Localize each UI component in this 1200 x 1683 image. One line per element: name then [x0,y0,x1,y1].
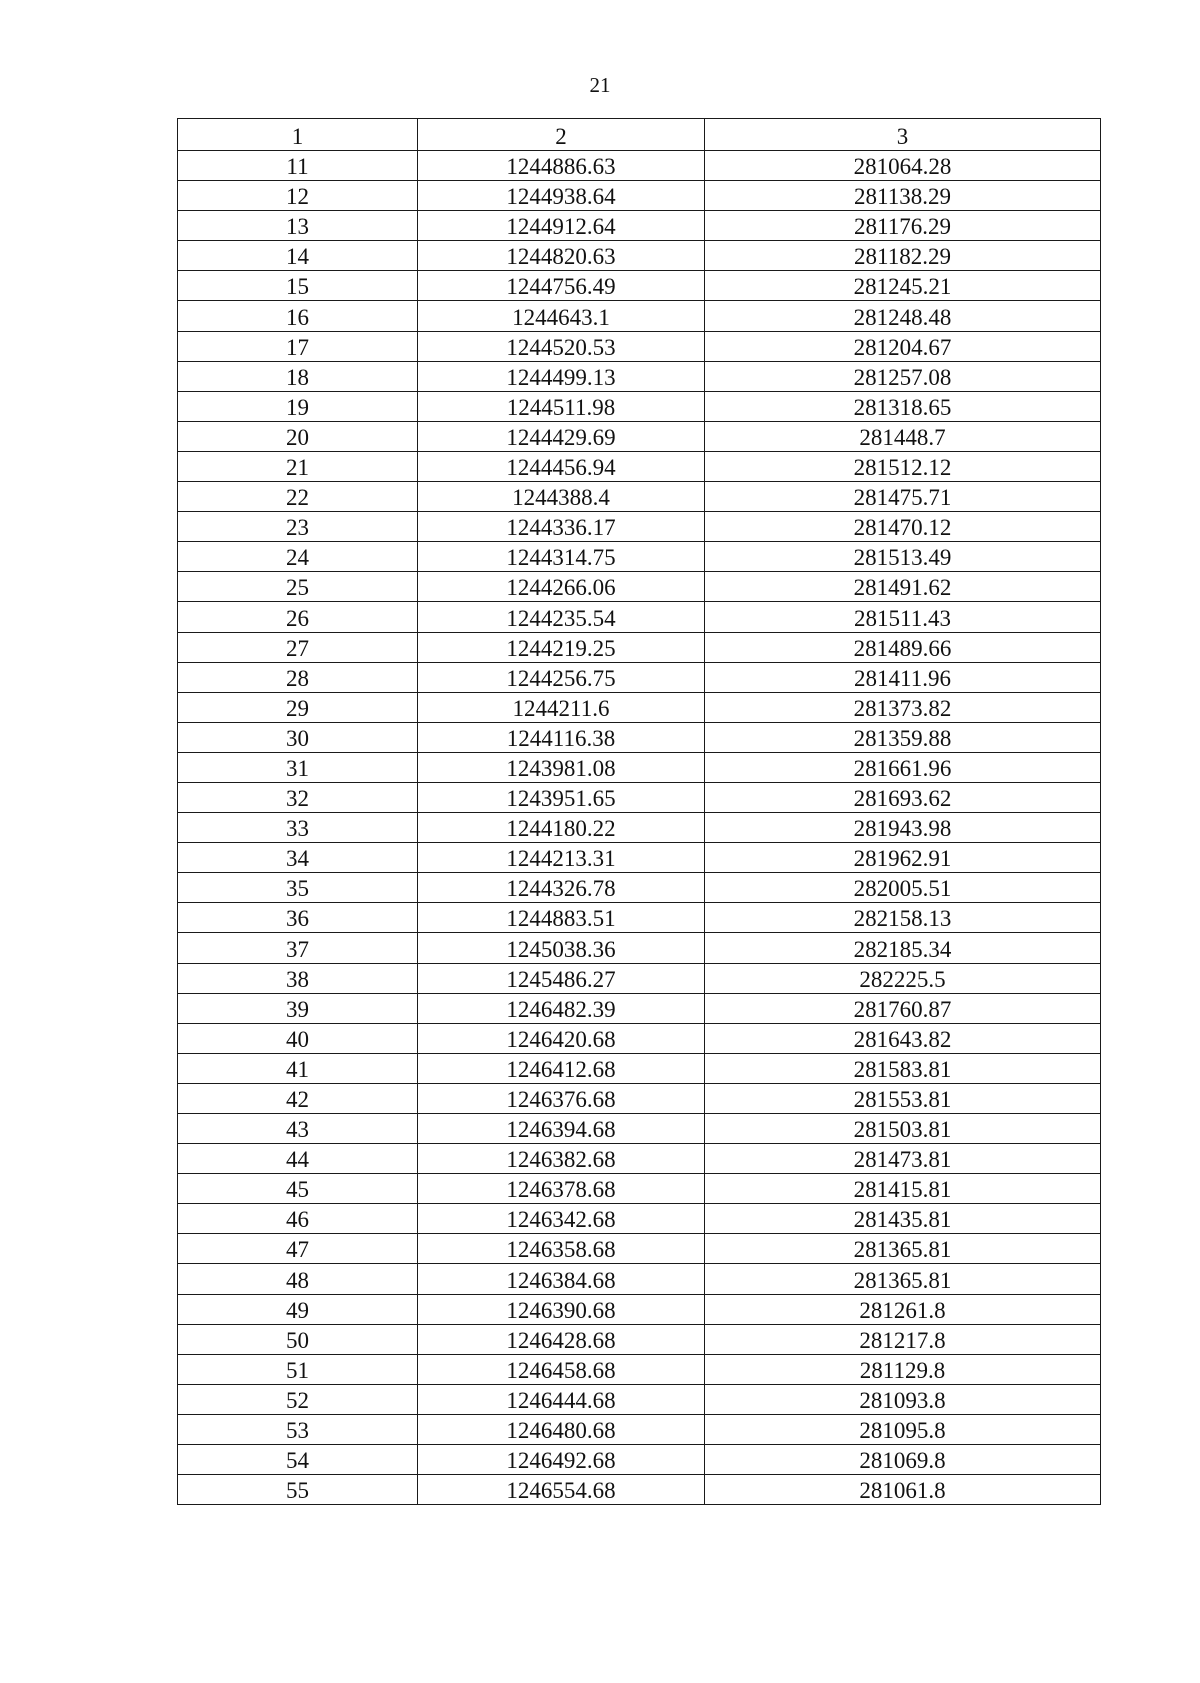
point-number-cell: 25 [178,572,418,602]
y-coordinate-cell: 281760.87 [705,993,1101,1023]
point-number-cell: 44 [178,1144,418,1174]
table-row [178,1264,1101,1294]
x-coordinate-cell: 1246390.68 [418,1294,705,1324]
x-coordinate-cell: 1246342.68 [418,1204,705,1234]
y-coordinate-cell: 281182.29 [705,241,1101,271]
table-row [178,1324,1101,1354]
table-row [178,1114,1101,1144]
table-row [178,1475,1101,1505]
point-number-cell: 16 [178,301,418,331]
table-row [178,1083,1101,1113]
y-coordinate-cell: 281943.98 [705,813,1101,843]
y-coordinate-cell: 281176.29 [705,211,1101,241]
point-number-cell: 38 [178,963,418,993]
y-coordinate-cell: 282158.13 [705,903,1101,933]
x-coordinate-cell: 1244116.38 [418,722,705,752]
table-row [178,211,1101,241]
y-coordinate-cell: 281643.82 [705,1023,1101,1053]
x-coordinate-cell: 1244883.51 [418,903,705,933]
y-coordinate-cell: 281064.28 [705,151,1101,181]
column-header-2: 2 [418,119,705,151]
table-row [178,933,1101,963]
x-coordinate-cell: 1244820.63 [418,241,705,271]
y-coordinate-cell: 281093.8 [705,1384,1101,1414]
y-coordinate-cell: 281204.67 [705,331,1101,361]
table-row [178,1354,1101,1384]
x-coordinate-cell: 1246420.68 [418,1023,705,1053]
column-header-3: 3 [705,119,1101,151]
y-coordinate-cell: 281069.8 [705,1445,1101,1475]
y-coordinate-cell: 281583.81 [705,1053,1101,1083]
point-number-cell: 36 [178,903,418,933]
table-row [178,662,1101,692]
point-number-cell: 29 [178,692,418,722]
x-coordinate-cell: 1244511.98 [418,391,705,421]
point-number-cell: 33 [178,813,418,843]
table-row [178,241,1101,271]
table-row [178,1445,1101,1475]
point-number-cell: 15 [178,271,418,301]
x-coordinate-cell: 1246480.68 [418,1414,705,1444]
y-coordinate-cell: 281257.08 [705,361,1101,391]
x-coordinate-cell: 1244886.63 [418,151,705,181]
x-coordinate-cell: 1246554.68 [418,1475,705,1505]
point-number-cell: 30 [178,722,418,752]
point-number-cell: 42 [178,1083,418,1113]
table-row [178,993,1101,1023]
point-number-cell: 50 [178,1324,418,1354]
y-coordinate-cell: 282225.5 [705,963,1101,993]
point-number-cell: 52 [178,1384,418,1414]
table-row [178,632,1101,662]
y-coordinate-cell: 281491.62 [705,572,1101,602]
x-coordinate-cell: 1244336.17 [418,512,705,542]
table-row [178,1414,1101,1444]
y-coordinate-cell: 281095.8 [705,1414,1101,1444]
point-number-cell: 35 [178,873,418,903]
table-row [178,572,1101,602]
y-coordinate-cell: 281217.8 [705,1324,1101,1354]
table-row [178,482,1101,512]
x-coordinate-cell: 1244499.13 [418,361,705,391]
x-coordinate-cell: 1245038.36 [418,933,705,963]
point-number-cell: 48 [178,1264,418,1294]
y-coordinate-cell: 281129.8 [705,1354,1101,1384]
y-coordinate-cell: 281470.12 [705,512,1101,542]
table-row [178,451,1101,481]
point-number-cell: 47 [178,1234,418,1264]
y-coordinate-cell: 281248.48 [705,301,1101,331]
x-coordinate-cell: 1244314.75 [418,542,705,572]
y-coordinate-cell: 281503.81 [705,1114,1101,1144]
table-row [178,361,1101,391]
x-coordinate-cell: 1244643.1 [418,301,705,331]
point-number-cell: 37 [178,933,418,963]
table-row [178,542,1101,572]
table-row [178,813,1101,843]
y-coordinate-cell: 281245.21 [705,271,1101,301]
table-row [178,1053,1101,1083]
table-row [178,331,1101,361]
point-number-cell: 11 [178,151,418,181]
point-number-cell: 23 [178,512,418,542]
x-coordinate-cell: 1244912.64 [418,211,705,241]
page-number: 21 [589,73,611,97]
x-coordinate-cell: 1244219.25 [418,632,705,662]
y-coordinate-cell: 281365.81 [705,1234,1101,1264]
point-number-cell: 32 [178,782,418,812]
x-coordinate-cell: 1244266.06 [418,572,705,602]
point-number-cell: 43 [178,1114,418,1144]
table-row [178,692,1101,722]
table-row [178,752,1101,782]
y-coordinate-cell: 282005.51 [705,873,1101,903]
point-number-cell: 41 [178,1053,418,1083]
point-number-cell: 40 [178,1023,418,1053]
y-coordinate-cell: 281435.81 [705,1204,1101,1234]
point-number-cell: 18 [178,361,418,391]
y-coordinate-cell: 281373.82 [705,692,1101,722]
y-coordinate-cell: 281661.96 [705,752,1101,782]
point-number-cell: 45 [178,1174,418,1204]
table-row [178,1384,1101,1414]
x-coordinate-cell: 1243951.65 [418,782,705,812]
coordinates-table [177,118,1101,1505]
y-coordinate-cell: 281513.49 [705,542,1101,572]
y-coordinate-cell: 281448.7 [705,421,1101,451]
x-coordinate-cell: 1244388.4 [418,482,705,512]
y-coordinate-cell: 281693.62 [705,782,1101,812]
x-coordinate-cell: 1244326.78 [418,873,705,903]
point-number-cell: 49 [178,1294,418,1324]
x-coordinate-cell: 1243981.08 [418,752,705,782]
table-row [178,1234,1101,1264]
point-number-cell: 19 [178,391,418,421]
table-row [178,301,1101,331]
point-number-cell: 20 [178,421,418,451]
x-coordinate-cell: 1246458.68 [418,1354,705,1384]
point-number-cell: 12 [178,181,418,211]
point-number-cell: 21 [178,451,418,481]
table-row [178,1144,1101,1174]
table-header-row [178,119,1101,151]
y-coordinate-cell: 281489.66 [705,632,1101,662]
x-coordinate-cell: 1244520.53 [418,331,705,361]
point-number-cell: 54 [178,1445,418,1475]
table-row [178,181,1101,211]
x-coordinate-cell: 1246428.68 [418,1324,705,1354]
point-number-cell: 13 [178,211,418,241]
table-row [178,391,1101,421]
point-number-cell: 53 [178,1414,418,1444]
y-coordinate-cell: 281511.43 [705,602,1101,632]
point-number-cell: 46 [178,1204,418,1234]
y-coordinate-cell: 281475.71 [705,482,1101,512]
x-coordinate-cell: 1246444.68 [418,1384,705,1414]
y-coordinate-cell: 281138.29 [705,181,1101,211]
table-row [178,963,1101,993]
x-coordinate-cell: 1244211.6 [418,692,705,722]
x-coordinate-cell: 1244213.31 [418,843,705,873]
x-coordinate-cell: 1244429.69 [418,421,705,451]
y-coordinate-cell: 281365.81 [705,1264,1101,1294]
table-row [178,151,1101,181]
x-coordinate-cell: 1246376.68 [418,1083,705,1113]
x-coordinate-cell: 1244235.54 [418,602,705,632]
table-row [178,1294,1101,1324]
point-number-cell: 22 [178,482,418,512]
x-coordinate-cell: 1246394.68 [418,1114,705,1144]
y-coordinate-cell: 282185.34 [705,933,1101,963]
point-number-cell: 14 [178,241,418,271]
table-row [178,1204,1101,1234]
point-number-cell: 24 [178,542,418,572]
point-number-cell: 55 [178,1475,418,1505]
table-row [178,1174,1101,1204]
x-coordinate-cell: 1246384.68 [418,1264,705,1294]
point-number-cell: 27 [178,632,418,662]
y-coordinate-cell: 281553.81 [705,1083,1101,1113]
point-number-cell: 51 [178,1354,418,1384]
point-number-cell: 26 [178,602,418,632]
x-coordinate-cell: 1244256.75 [418,662,705,692]
y-coordinate-cell: 281318.65 [705,391,1101,421]
point-number-cell: 17 [178,331,418,361]
column-header-1: 1 [178,119,418,151]
x-coordinate-cell: 1246382.68 [418,1144,705,1174]
y-coordinate-cell: 281473.81 [705,1144,1101,1174]
x-coordinate-cell: 1246378.68 [418,1174,705,1204]
point-number-cell: 28 [178,662,418,692]
x-coordinate-cell: 1246412.68 [418,1053,705,1083]
x-coordinate-cell: 1245486.27 [418,963,705,993]
table-row [178,722,1101,752]
table-row [178,903,1101,933]
y-coordinate-cell: 281962.91 [705,843,1101,873]
table-row [178,271,1101,301]
x-coordinate-cell: 1246482.39 [418,993,705,1023]
x-coordinate-cell: 1244756.49 [418,271,705,301]
x-coordinate-cell: 1244938.64 [418,181,705,211]
point-number-cell: 34 [178,843,418,873]
table-row [178,1023,1101,1053]
y-coordinate-cell: 281061.8 [705,1475,1101,1505]
x-coordinate-cell: 1246358.68 [418,1234,705,1264]
y-coordinate-cell: 281512.12 [705,451,1101,481]
x-coordinate-cell: 1246492.68 [418,1445,705,1475]
table-row [178,873,1101,903]
table-row [178,782,1101,812]
y-coordinate-cell: 281411.96 [705,662,1101,692]
y-coordinate-cell: 281415.81 [705,1174,1101,1204]
table-row [178,843,1101,873]
table-row [178,421,1101,451]
point-number-cell: 39 [178,993,418,1023]
y-coordinate-cell: 281359.88 [705,722,1101,752]
x-coordinate-cell: 1244180.22 [418,813,705,843]
table-row [178,602,1101,632]
point-number-cell: 31 [178,752,418,782]
table-row [178,512,1101,542]
y-coordinate-cell: 281261.8 [705,1294,1101,1324]
x-coordinate-cell: 1244456.94 [418,451,705,481]
